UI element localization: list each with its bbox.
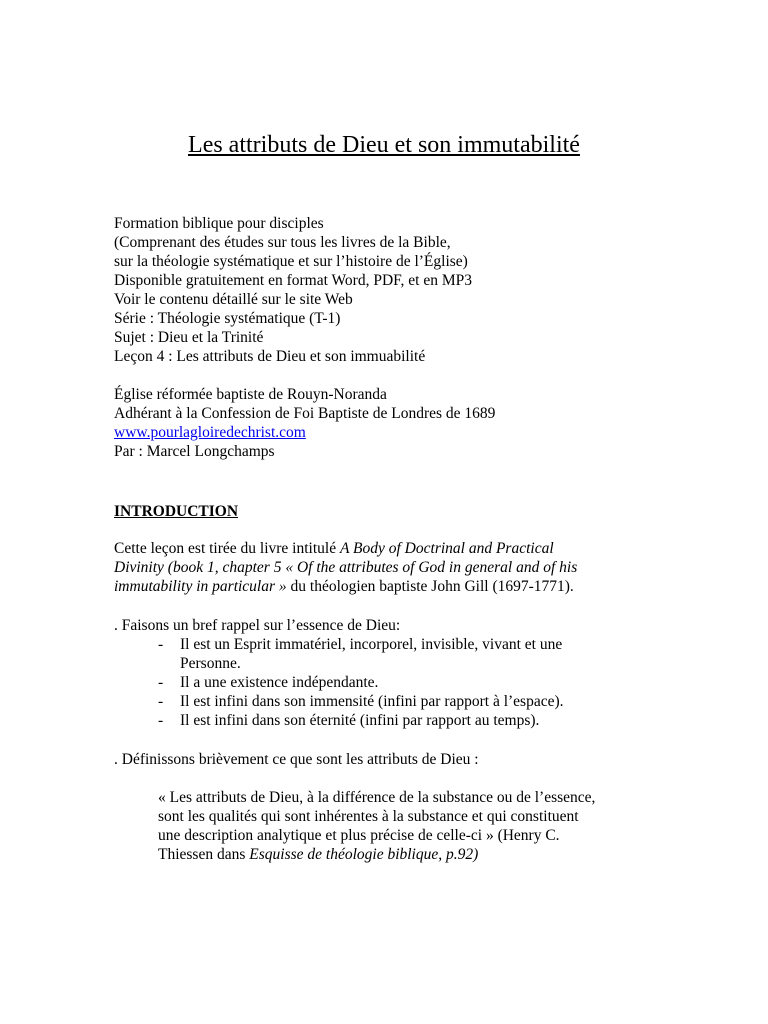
dash-marker: - [158, 712, 164, 729]
author-line: Par : Marcel Longchamps [114, 443, 275, 460]
dash-marker: - [158, 693, 164, 710]
recall-line [114, 616, 714, 635]
course-info [114, 214, 714, 366]
church-info [114, 385, 714, 461]
book-title: A Body of Doctrinal and Practical [339, 540, 554, 557]
list-item-text: Il a une existence indépendante. [180, 674, 379, 691]
quote-line: « Les attributs de Dieu, à la différence de la substance ou de l’essence, [158, 789, 596, 806]
info-line: (Comprenant des études sur tous les livres de la Bible, [114, 234, 451, 251]
info-line: Formation biblique pour disciples [114, 215, 324, 232]
list-item [158, 692, 678, 711]
define-line [114, 750, 714, 769]
quote-line-last [158, 845, 678, 864]
church-name: Église réformée baptiste de Rouyn-Noranda [114, 386, 387, 403]
list-item-text: Il est infini dans son éternité (infini par rapport au temps). [180, 712, 540, 729]
essence-list [158, 635, 678, 730]
book-title-end: immutability in particular » [114, 578, 287, 595]
info-line: Leçon 4 : Les attributs de Dieu et son immuabilité [114, 348, 426, 365]
page-title: Les attributs de Dieu et son immutabilité [188, 132, 580, 158]
intro-text: Cette leçon est tirée du livre intitulé [114, 540, 340, 557]
list-item [158, 711, 678, 730]
intro-line-2 [114, 558, 714, 577]
thiessen-quote [158, 788, 678, 864]
book-title-cont: Divinity (book 1, chapter 5 « Of the attributes of God in general and of his [114, 559, 578, 576]
list-item-text: Personne. [180, 655, 241, 672]
quote-line: une description analytique et plus précise de celle-ci » (Henry C. [158, 827, 560, 844]
list-item [158, 673, 678, 692]
list-item-text: Il est infini dans son immensité (infini par rapport à l’espace). [180, 693, 564, 710]
intro-paragraph [114, 539, 714, 596]
info-line: Voir le contenu détaillé sur le site Web [114, 291, 353, 308]
confession-line: Adhérant à la Confession de Foi Baptiste de Londres de 1689 [114, 405, 496, 422]
intro-heading: INTRODUCTION [114, 503, 239, 520]
intro-section [114, 502, 714, 521]
list-item-text: Il est un Esprit immatériel, incorporel, invisible, vivant et une [180, 636, 563, 653]
quote-text: Thiessen dans [158, 846, 250, 863]
info-line: sur la théologie systématique et sur l’histoire de l’Église) [114, 253, 468, 270]
recall-text: . Faisons un bref rappel sur l’essence de Dieu: [114, 617, 401, 634]
dash-marker: - [158, 636, 164, 653]
info-line: Sujet : Dieu et la Trinité [114, 329, 264, 346]
list-item [158, 635, 678, 673]
website-link[interactable]: www.pourlagloiredechrist.com [114, 424, 306, 441]
define-text: . Définissons brièvement ce que sont les attributs de Dieu : [114, 751, 479, 768]
quote-source: Esquisse de théologie biblique, p.92) [249, 846, 479, 863]
dash-marker: - [158, 674, 164, 691]
intro-line-1 [114, 539, 714, 558]
info-line: Série : Théologie systématique (T-1) [114, 310, 341, 327]
intro-text: du théologien baptiste John Gill (1697-1771). [286, 578, 574, 595]
info-line: Disponible gratuitement en format Word, PDF, et en MP3 [114, 272, 472, 289]
intro-line-3 [114, 577, 714, 596]
quote-line: sont les qualités qui sont inhérentes à la substance et qui constituent [158, 808, 579, 825]
